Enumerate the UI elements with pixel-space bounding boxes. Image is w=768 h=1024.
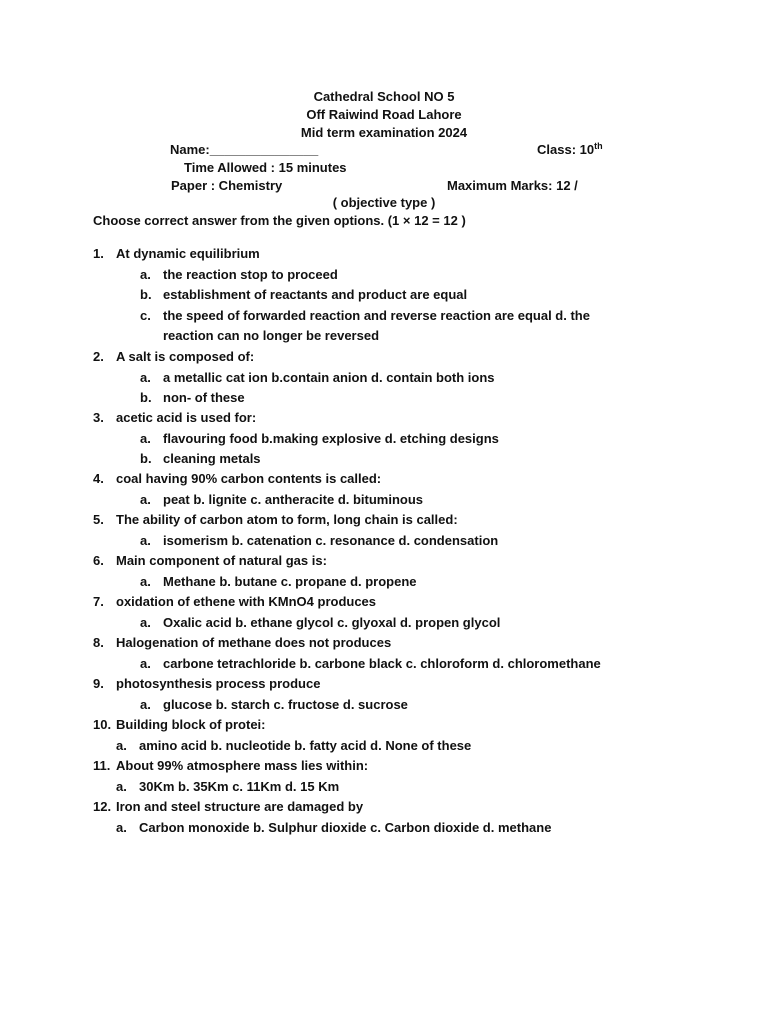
question-number: 10.: [93, 717, 112, 732]
option-text: isomerism b. catenation c. resonance d. condensation: [163, 533, 499, 548]
option-letter: c.: [140, 308, 151, 323]
option-text: flavouring food b.making explosive d. etching designs: [163, 431, 499, 446]
option-text: non- of these: [163, 390, 245, 405]
option-letter: b.: [140, 451, 152, 466]
option-text: the reaction stop to proceed: [163, 267, 338, 282]
school-name: Cathedral School NO 5: [313, 89, 455, 104]
class-superscript: th: [594, 141, 603, 151]
time-allowed: Time Allowed : 15 minutes: [184, 160, 347, 175]
option-text: peat b. lignite c. antheracite d. bituminous: [163, 492, 424, 507]
option-letter: a.: [140, 574, 151, 589]
name-field-label: Name:_______________: [170, 142, 319, 157]
option-text: 30Km b. 35Km c. 11Km d. 15 Km: [139, 779, 340, 794]
question-text: A salt is composed of:: [116, 349, 255, 364]
question-text: oxidation of ethene with KMnO4 produces: [116, 594, 377, 609]
question-number: 12.: [93, 799, 112, 814]
question-number: 2.: [93, 349, 104, 364]
paper-type: ( objective type ): [332, 195, 436, 210]
question-number: 9.: [93, 676, 104, 691]
option-text: establishment of reactants and product are equal: [163, 287, 468, 302]
class-label: Class: 10th: [537, 141, 603, 157]
paper-subject: Paper : Chemistry: [171, 178, 283, 193]
option-letter: a.: [140, 267, 151, 282]
question-number: 8.: [93, 635, 104, 650]
instructions: Choose correct answer from the given options. (1 × 12 = 12 ): [93, 213, 466, 228]
option-text: amino acid b. nucleotide b. fatty acid d. None of these: [139, 738, 472, 753]
question-text: The ability of carbon atom to form, long chain is called:: [116, 512, 458, 527]
option-letter: a.: [140, 370, 151, 385]
option-text: carbone tetrachloride b. carbone black c. chloroform d. chloromethane: [163, 656, 601, 671]
option-text: a metallic cat ion b.contain anion d. contain both ions: [163, 370, 495, 385]
question-number: 1.: [93, 246, 104, 261]
question-number: 3.: [93, 410, 104, 425]
question-text: Main component of natural gas is:: [116, 553, 327, 568]
question-text: Building block of protei:: [116, 717, 266, 732]
option-letter: a.: [140, 431, 151, 446]
question-text: acetic acid is used for:: [116, 410, 257, 425]
maximum-marks: Maximum Marks: 12 /: [447, 178, 578, 193]
option-letter: a.: [140, 697, 151, 712]
question-text: Iron and steel structure are damaged by: [116, 799, 364, 814]
option-text: the speed of forwarded reaction and reverse reaction are equal d. the: [163, 308, 590, 323]
question-number: 6.: [93, 553, 104, 568]
question-number: 5.: [93, 512, 104, 527]
question-number: 7.: [93, 594, 104, 609]
option-text: cleaning metals: [163, 451, 261, 466]
question-text: At dynamic equilibrium: [116, 246, 260, 261]
question-text: coal having 90% carbon contents is called:: [116, 471, 382, 486]
option-text: Methane b. butane c. propane d. propene: [163, 574, 417, 589]
option-letter: a.: [116, 779, 127, 794]
option-letter: a.: [140, 656, 151, 671]
option-letter: a.: [140, 615, 151, 630]
option-text-continuation: reaction can no longer be reversed: [163, 328, 380, 343]
question-number: 11.: [93, 758, 111, 773]
option-letter: a.: [116, 820, 127, 835]
option-letter: a.: [116, 738, 127, 753]
question-text: Halogenation of methane does not produces: [116, 635, 392, 650]
option-letter: b.: [140, 287, 152, 302]
option-text: glucose b. starch c. fructose d. sucrose: [163, 697, 408, 712]
exam-title: Mid term examination 2024: [300, 125, 468, 140]
option-text: Carbon monoxide b. Sulphur dioxide c. Carbon dioxide d. methane: [139, 820, 552, 835]
option-letter: a.: [140, 533, 151, 548]
school-address: Off Raiwind Road Lahore: [306, 107, 462, 122]
option-letter: b.: [140, 390, 152, 405]
question-number: 4.: [93, 471, 104, 486]
question-text: photosynthesis process produce: [116, 676, 321, 691]
question-text: About 99% atmosphere mass lies within:: [116, 758, 369, 773]
option-letter: a.: [140, 492, 151, 507]
option-text: Oxalic acid b. ethane glycol c. glyoxal d. propen glycol: [163, 615, 501, 630]
